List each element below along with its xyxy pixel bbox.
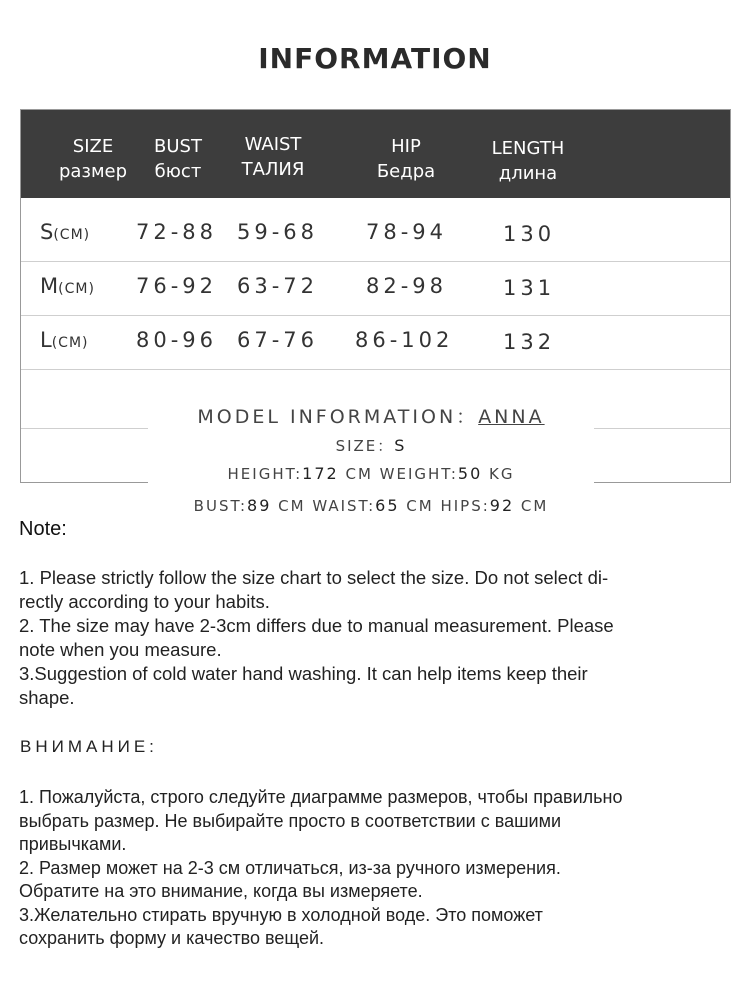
attention-text: 1. Пожалуйста, строго следуйте диаграмме размеров, чтобы правильно выбрать размер. Не выбирайте просто в соответствии с вашими привычками. 2. Размер может на 2-3 см отличаться, из-за ручного измерения. Обратите на это внимание, когда вы измеряете. 3.Желательно стирать вручную в холодной воде. Это поможет сохранить форму и качество вещей. [19,787,623,948]
attention-heading: ВНИМАНИЕ: [20,737,158,756]
table-row [21,261,730,316]
model-measurements-line: BUST:89 CM WAIST:65 CM HIPS:92 CM [193,496,549,515]
page-title: INFORMATION [258,42,492,75]
bust-cell: 76-92 [136,274,218,298]
model-name-line: MODEL INFORMATION：ANNA [197,406,545,428]
size-cell: M(CM) [40,274,95,298]
bust-cell: 80-96 [136,328,218,352]
table-row [21,207,730,262]
model-information [148,390,594,520]
note-text: 1. Please strictly follow the size chart to select the size. Do not select di- rectly according to your habits. 2. The size may have 2-3cm differs due to manual measurement. Please note when you measure. 3.Suggestion of cold water hand washing. It can help items keep their shape. [19,567,614,708]
hip-cell: 86-102 [355,328,454,352]
header-waist: WAIST ТАЛИЯ [241,134,305,180]
header-hip: HIP Бедра [376,136,436,182]
hip-cell: 78-94 [366,220,448,244]
length-cell: 130 [503,222,556,246]
header-length: LENGTH длина [491,138,565,184]
table-header [21,110,730,198]
waist-cell: 59-68 [237,220,319,244]
model-size-line: SIZE：S [335,436,407,455]
header-bust: BUST бюст [154,136,202,182]
size-cell: S(CM) [40,220,91,244]
length-cell: 131 [503,276,556,300]
size-cell: L(CM) [40,328,89,352]
note-heading: Note: [19,518,67,540]
bust-cell: 72-88 [136,220,218,244]
length-cell: 132 [503,330,556,354]
table-row [21,315,730,370]
waist-cell: 63-72 [237,274,319,298]
waist-cell: 67-76 [237,328,319,352]
header-size: SIZE размер [58,136,128,182]
hip-cell: 82-98 [366,274,448,298]
model-height-weight-line: HEIGHT:172 CM WEIGHT:50 KG [227,464,515,483]
